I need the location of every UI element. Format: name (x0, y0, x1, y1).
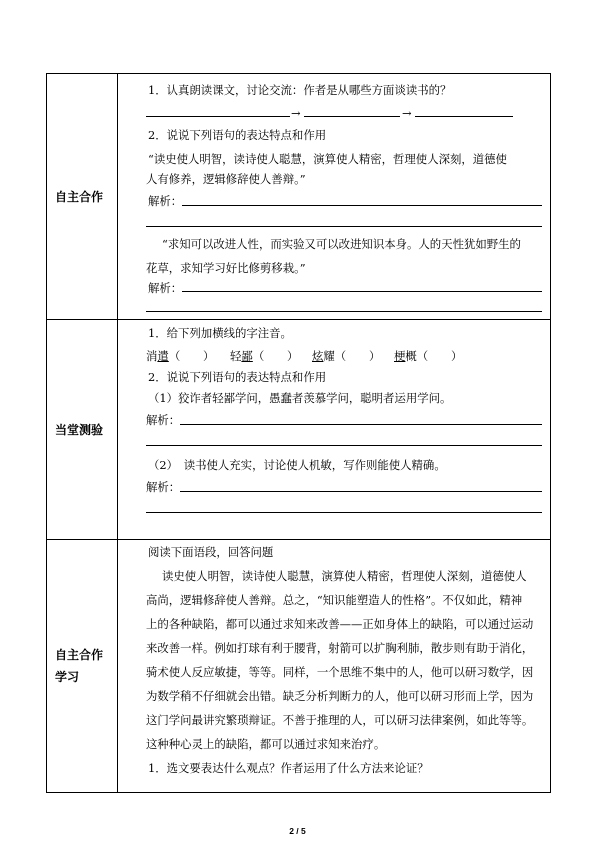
quote-text: 花草，求知学习好比修剪移栽。” (146, 261, 306, 275)
answer-blank[interactable] (415, 116, 513, 117)
pinyin-item: 消遣（ ） (146, 349, 215, 363)
row-label-cell (47, 74, 118, 320)
page-number: 2 / 5 (289, 826, 306, 836)
table-row (47, 540, 551, 793)
passage-line: 这门学问最讲究繁琐辩证。不善于推理的人，可以研习法律案例，如此等等。 (146, 713, 534, 727)
passage-line: 骑术使人反应敏捷，等等。同样，一个思维不集中的人，他可以研习数学，因 (146, 665, 534, 679)
question-text: 2．说说下列语句的表达特点和作用 (148, 128, 327, 142)
row-content-cell (118, 320, 551, 540)
answer-line[interactable] (146, 445, 542, 446)
quote-text: “求知可以改进人性，而实验又可以改进知识本身。人的天性犹如野生的 (162, 237, 521, 251)
answer-line[interactable] (146, 311, 542, 312)
row-label: 自主合作 (55, 189, 104, 204)
answer-line[interactable] (182, 205, 542, 206)
question-text: 1．给下列加横线的字注音。 (148, 326, 292, 340)
pinyin-item: 梗概（ ） (394, 349, 463, 363)
passage-line: 上的各种缺陷，都可以通过求知来改善——正如身体上的缺陷，可以通过运动 (146, 617, 534, 631)
passage-line: 高尚，逻辑修辞使人善辩。总之，“知识能塑造人的性格”。不仅如此，精神 (146, 593, 523, 607)
sentence-text: （1）狡诈者轻鄙学问，愚蠢者羡慕学问，聪明者运用学问。 (148, 391, 452, 405)
answer-line[interactable] (146, 226, 542, 227)
sentence-text: （2） 读书使人充实，讨论使人机敏，写作则能使人精确。 (148, 458, 446, 472)
answer-line[interactable] (180, 424, 542, 425)
row-label: 学习 (55, 670, 80, 684)
passage-line: 来改善一样。例如打球有利于腰背，射箭可以扩胸利肺，散步则有助于消化， (146, 641, 534, 655)
answer-line[interactable] (146, 512, 542, 513)
arrow-glyph: → (291, 106, 301, 120)
row-label: 自主合作 (55, 648, 104, 662)
question-text: 1．认真朗读课文，讨论交流：作者是从哪些方面谈读书的？ (148, 83, 452, 97)
passage-line: 为数学稍不仔细就会出错。缺乏分析判断力的人，他可以研习形而上学，因为 (146, 689, 534, 703)
analysis-label: 解析： (146, 413, 181, 427)
arrow-glyph: → (402, 106, 412, 120)
worksheet-table (46, 73, 551, 793)
passage-intro: 阅读下面语段，回答问题 (148, 545, 274, 559)
row-content-cell (118, 540, 551, 793)
table-row (47, 320, 551, 540)
answer-line[interactable] (180, 491, 542, 492)
row-label-cell (47, 540, 118, 793)
quote-text: “读史使人明智，读诗使人聪慧，演算使人精密，哲理使人深刻，道德使 (148, 152, 507, 166)
answer-blank[interactable] (304, 116, 400, 117)
pinyin-item: 轻鄙（ ） (230, 349, 299, 363)
table-row (47, 74, 551, 320)
analysis-label: 解析： (148, 281, 183, 295)
analysis-label: 解析： (148, 194, 183, 208)
question-text: 2．说说下列语句的表达特点和作用 (148, 370, 327, 384)
passage-line: 这种种心灵上的缺陷，都可以通过求知来治疗。 (146, 737, 386, 751)
question-text: 1．选文要表达什么观点？作者运用了什么方法来论证？ (148, 761, 429, 775)
row-label: 当堂测验 (55, 422, 104, 437)
analysis-label: 解析： (146, 480, 181, 494)
row-label-cell (47, 320, 118, 540)
answer-line[interactable] (182, 291, 542, 292)
row-content-cell (118, 74, 551, 320)
pinyin-item: 炫耀（ ） (312, 349, 381, 363)
passage-line: 读史使人明智，读诗使人聪慧，演算使人精密，哲理使人深刻，道德使人 (162, 569, 527, 583)
quote-text: 人有修养，逻辑修辞使人善辩。” (146, 172, 306, 186)
answer-blank[interactable] (146, 116, 290, 117)
